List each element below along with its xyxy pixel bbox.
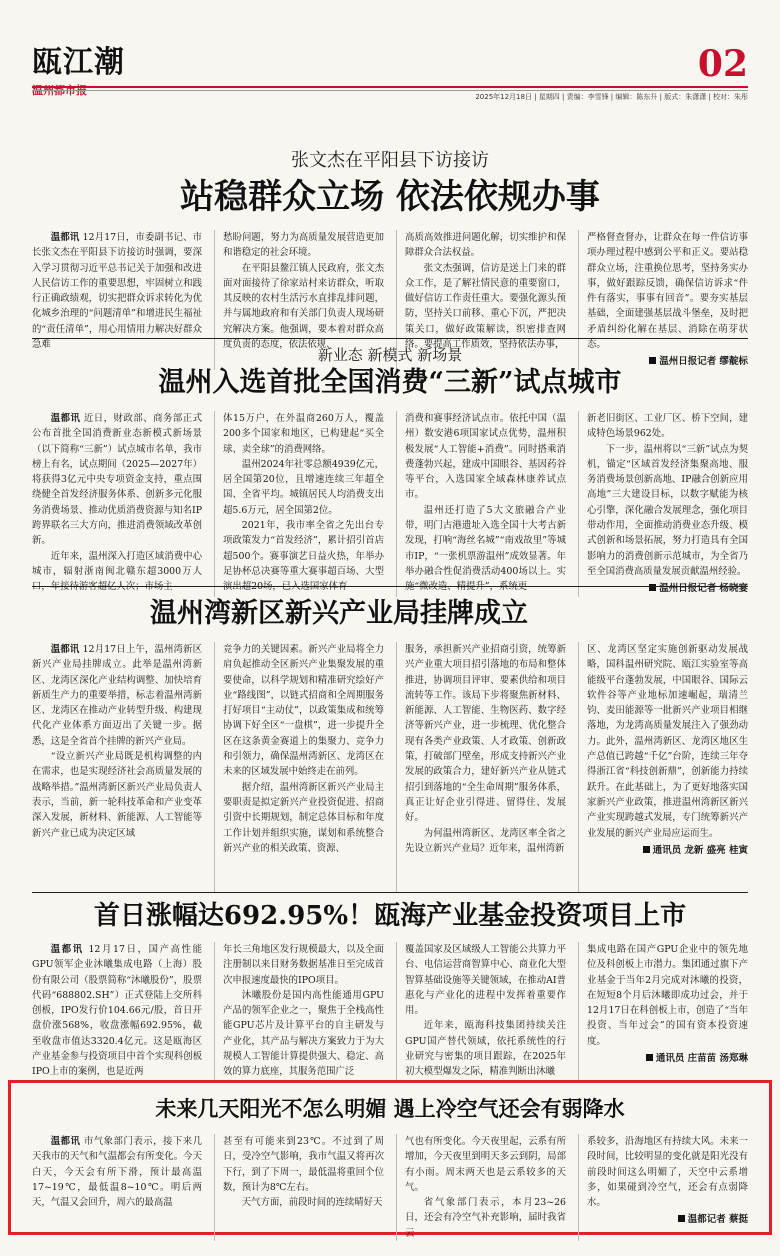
section-divider	[32, 338, 748, 339]
body-text: 下一步，温州将以“三新”试点为契机，锚定“区域首发经济集聚高地、服务消费场景创新高地、IP融合创新应用高地”三大建设目标，以数字赋能为核心引擎，深化融合发展理念，强化项目带动作用，全面推动消费业态升级、模式创新和场景拓展，努力打造具有全国影响力的消费创新示范城市，为全省乃至全国消费高质量发展贡献温州经验。	[587, 443, 748, 577]
dateline: 温都讯	[50, 232, 80, 243]
byline: 温州日报记者 缪靛标	[587, 354, 748, 369]
body-text: 体15万户，在外温商260万人，覆盖200多个国家和地区，已构建起“买全球、卖全球”的消费网络。	[223, 413, 384, 455]
body-text: 张文杰强调，信访是送上门来的群众工作，是了解社情民意的重要窗口，做好信访工作责任重大。要强化源头预防，坚持关口前移、重心下沉，严把决策关口，做好政策解读，织密排查网络。要提高工作质效，坚持依法办事，	[405, 262, 566, 351]
article-headline: 首日涨幅达692.95%！瓯海产业基金投资项目上市	[93, 901, 687, 931]
article-body	[32, 411, 748, 595]
section-divider	[32, 586, 748, 587]
article-subheadline: 新业态 新模式 新场景	[317, 346, 463, 364]
body-text: 12月17日，国产高性能GPU领军企业沐曦集成电路（上海）股份有限公司（股票简称“沐曦股份”，股票代码“688802.SH”）正式登陆上交所科创板，IPO发行价104.66元/股，首日开盘价涨568%，收盘涨幅692.95%，截至收盘市值达3320.4亿元。这是瓯海区产业基金参与投资项目中首个实现科创板IPO上市的案例，也是近两	[32, 944, 203, 1078]
body-text: 温州2024年社零总额4939亿元，居全国第20位，且增速连续三年超全国、全省平均。城镇居民人均消费支出超5.6万元，居全国第2位。	[223, 458, 384, 516]
body-text: 近年来，温州深入打造区域消费中心城市，辐射浙南闽北赣东超3000万人口，年接待游客超亿人次；市场主	[32, 550, 202, 593]
body-text: 近年来，瓯海科技集团持续关注GPU国产替代领域，依托系统性的行业研究与密集的项目跟踪，在2025年初大模型爆发之际，精准判断出沐曦	[405, 1020, 566, 1078]
body-text: 沐曦股份是国内高性能通用GPU产品的领军企业之一，聚焦于全栈高性能GPU芯片及计算平台的自主研发与产业化，其产品与解决方案致力于为大规模人工智能计算提供强大、稳定、高效的算力底座，其服务范围广泛	[223, 989, 384, 1078]
article-weather-forecast[interactable]	[32, 1094, 748, 1239]
body-text: 2021年，我市率全省之先出台专项政策发力“首发经济”，累计招引首店超500个。赛事演艺日益火热，年举办足协杯总决赛等重大赛事超百场、大型演出超20场，已入选国家体育	[223, 520, 384, 593]
article-body	[32, 1134, 748, 1239]
body-text: 12月17日，市委副书记、市长张文杰在平阳县下访接访时强调，要深入学习贯彻习近平总书记关于加强和改进人民信访工作的重要思想，牢固树立和践行正确政绩观，切实把群众诉求转化为优化城乡治理的“问题清单”和增进民生福祉的“责任清单”，用心用情用力解决好群众急难	[32, 232, 202, 351]
article-column	[396, 642, 566, 892]
article-gpu-ipo[interactable]	[32, 898, 748, 1078]
article-column	[32, 411, 202, 597]
body-text: 甚至有可能来到23℃。不过到了周日，受冷空气影响，我市气温又将再次下行，到了下周一，最低温将重回个位数，预计为8℃左右。	[223, 1136, 384, 1193]
article-headline: 温州入选首批全国消费“三新”试点城市	[158, 367, 622, 398]
body-text: 在平阳县鳌江镇人民政府，张文杰面对面接待了徐家站村来访群众，听取其反映的农村生活污水直排乱排问题，并与属地政府和有关部门负责人现场研究解决方案。他强调，要本着对群众高度负责的态度，依法依规、	[223, 262, 384, 351]
body-text: 气也有所变化。今天夜里起，云系有所增加，今天夜里到明天多云到阴，局部有小雨。周末两天也是云系较多的天气。	[405, 1136, 566, 1193]
body-text: 严格督查督办，让群众在每一件信访事项办理过程中感到公平和正义。要站稳群众立场，注重换位思考，坚持务实办事，做好跟踪反馈，确保信访诉求“件件有落实，事事有回音”。要夯实基层基础，全面建强基层战斗堡垒，及时把矛盾纠纷化解在基层、消除在萌芽状态。	[587, 232, 748, 351]
publication-name: 温州都市报	[32, 84, 87, 97]
body-text: 系较多，沿海地区有持续大风。未来一段时间，比较明显的变化就是阳光没有前段时间这么明媚了，天空中云系增多，如果碰到冷空气，还会有点弱降水。	[587, 1136, 748, 1209]
article-consumption-pilot[interactable]	[32, 344, 748, 595]
section-title: 瓯江潮	[32, 45, 125, 80]
article-column	[396, 1134, 566, 1241]
body-text: “设立新兴产业局既是机构调整的内在需求，也是实现经济社会高质量发展的战略举措。”温州湾新区新兴产业局负责人表示，当前，新一轮科技革命和产业变革深入发展，新材料、新能源、人工智能等新兴产业已成为决定区域	[32, 751, 202, 839]
article-column	[214, 411, 384, 597]
article-column	[32, 1134, 202, 1241]
body-text: 集成电路在国产GPU企业中的领先地位及科创板上市潜力。集团通过旗下产业基金于当年2月完成对沐曦的投资，在短短8个月后沐曦即成功过会，并于12月17日在科创板上市，创造了“当年投资、当年过会”的国有资本投资速度。	[587, 944, 748, 1047]
dateline: 温都讯	[50, 644, 80, 655]
article-column	[578, 1134, 748, 1241]
byline: 温都记者 蔡挺	[587, 1212, 748, 1227]
body-text: 据介绍，温州湾新区新兴产业局主要职责是拟定新兴产业投资促进、招商引资中长期规划，制定总体目标和年度工作计划并组织实施，谋划和系统整合新兴产业的相关政策、资源、	[223, 781, 384, 854]
article-column	[396, 942, 566, 1080]
body-text: 为何温州湾新区、龙湾区率全省之先设立新兴产业局？近年来，温州湾新	[405, 827, 566, 854]
article-headline: 温州湾新区新兴产业局挂牌成立	[150, 598, 528, 629]
body-text: 服务，承担新兴产业招商引资，统筹新兴产业重大项目招引落地的布局和整体推进，协调项目评审、要素供给和项目流转等工作。该局下步将聚焦新材料、新能源、人工智能、生物医药、数字经济等新兴产业，进一步梳理、优化整合现有各类产业政策、人才政策、创新政策，打破部门壁垒，形成支持新兴产业发展的政策合力，建好新兴产业从链式招引到落地的“全生命周期”服务体系，真正让好企业引得进、留得住、发展好。	[405, 644, 566, 824]
article-body	[32, 942, 748, 1078]
article-column	[578, 642, 748, 892]
square-bullet-icon	[643, 846, 650, 853]
body-text: 消费和赛事经济试点市。依托中国（温州）数安港6项国家试点优势，温州积极发展“人工智能+消费”。同时搭乘消费蓬勃兴起，建成中国眼谷、基因药谷等平台，入选国家全域森林康养试点市。	[405, 413, 566, 501]
dateline: 温都讯	[50, 413, 81, 424]
article-body	[32, 642, 748, 892]
body-text: 愁盼问题，努力为高质量发展营造更加和谐稳定的社会环境。	[223, 232, 384, 259]
article-new-industry-bureau[interactable]	[32, 596, 748, 892]
article-column	[578, 942, 748, 1080]
square-bullet-icon	[678, 1215, 685, 1222]
body-text: 天气方面，前段时间的连续晴好天	[241, 1197, 383, 1209]
body-text: 市气象部门表示，接下来几天我市的天气和气温都会有所变化。今天白天，今天会有所下滑，预计最高温17~19℃，最低温8~10℃。明后两天，气温又会回升，周六的最高温	[32, 1136, 202, 1209]
body-text: 近日，财政部、商务部正式公布首批全国消费新业态新模式新场景（以下简称“三新”）试点城市名单，我市榜上有名，试点期间（2025—2027年）将获得3亿元中央专项资金支持，重点围绕健全首发经济服务体系、创新多元化服务消费场景、推动优质消费资源与知名IP跨界联名三大方向，推进消费领域改革创新。	[32, 413, 202, 547]
article-headline: 站稳群众立场 依法依规办事	[180, 177, 600, 217]
page-number: 02	[697, 43, 748, 85]
body-text: 温州还打造了5大文旅融合产业带，明门古港遗址入选全国十大考古新发现，打响“海丝名城”“南戏故里”等城市IP，“一张机票游温州”成效显著。年举办融合性促消费活动400场以上。实施“微改造、精提升”，系统更	[405, 504, 566, 593]
article-headline: 未来几天阳光不怎么明媚 遇上冷空气还会有弱降水	[155, 1096, 625, 1121]
article-column	[32, 942, 202, 1080]
body-text: 新老旧街区、工业厂区、桥下空间，建成特色场景962处。	[587, 413, 748, 440]
article-column	[396, 411, 566, 597]
article-column	[32, 642, 202, 892]
dateline: 温都讯	[50, 1136, 81, 1147]
body-text: 竞争力的关键因素。新兴产业局将全力肩负起推动全区新兴产业集聚发展的重要使命，以科学规划和精准研究绘好产业“路线图”，以链式招商和全周期服务打好项目“主动仗”，以政策集成和统筹协调下好全区“一盘棋”，进一步提升全区在这条黄金赛道上的集聚力、竞争力和引领力，确保温州湾新区、龙湾区在未来的区域发展中始终走在前列。	[223, 644, 384, 778]
body-text: 区、龙湾区坚定实施创新驱动发展战略，国科温州研究院、瓯江实验室等高能级平台蓬勃发展，中国眼谷、国际云软件谷等产业地标加速崛起，瑞清兰钧、麦田能源等一批新兴产业项目相继落地，为龙湾高质量发展注入了强劲动力。此外，温州湾新区、龙湾区地区生产总值已跨越“千亿”台阶，连续三年夺得浙江省“科技创新鼎”，创新能力持续跃升。在此基础上，为了更好地落实国家新兴产业政策，推进温州湾新区新兴产业实现跨越式发展，专门统筹新兴产业发展的新兴产业局应运而生。	[587, 644, 748, 839]
body-text: 年长三角地区发行规模最大，以及全面注册制以来目财务数据基准日至完成首次申报速度最快的IPO项目。	[223, 944, 384, 986]
masthead-rule	[32, 86, 748, 88]
body-text: 覆盖国家及区域级人工智能公共算力平台、电信运营商智算中心、商业化大型智算基础设施等关键领域，在推动AI普惠化与产业化的进程中发挥着重要作用。	[405, 944, 566, 1017]
issue-meta: 2025年12月18日 | 星期四 | 责编：李雪锋 | 编辑：陈东升 | 版式：朱潇潇 | 校对：朱彤	[475, 93, 748, 101]
body-text: 高质高效推进问题化解，切实维护和保障群众合法权益。	[405, 232, 566, 259]
body-text: 省气象部门表示，本月23~26日，还会有冷空气补充影响，届时我省云	[405, 1197, 566, 1239]
dateline: 温都讯	[50, 944, 84, 955]
article-column	[578, 411, 748, 597]
body-text: 12月17日上午，温州湾新区新兴产业局挂牌成立。此举是温州湾新区、龙湾区深化产业结构调整、加快培育新质生产力的重要举措，标志着温州湾新区、龙湾区在推动产业转型升级、构建现代化产业体系方面迈出了关键一步。据悉，这是全省首个挂牌的新兴产业局。	[32, 644, 202, 747]
section-divider	[32, 892, 748, 893]
article-subheadline: 张文杰在平阳县下访接访	[291, 150, 489, 171]
article-column	[214, 1134, 384, 1241]
masthead-rule-thin	[32, 90, 748, 91]
byline: 通讯员 龙新 盛亮 桂寅	[587, 843, 748, 858]
square-bullet-icon	[646, 1054, 653, 1061]
article-column	[214, 642, 384, 892]
byline: 通讯员 庄苗苗 汤郑琳	[587, 1051, 748, 1066]
byline: 温州日报记者 杨晓宴	[587, 581, 748, 596]
article-column	[214, 942, 384, 1080]
